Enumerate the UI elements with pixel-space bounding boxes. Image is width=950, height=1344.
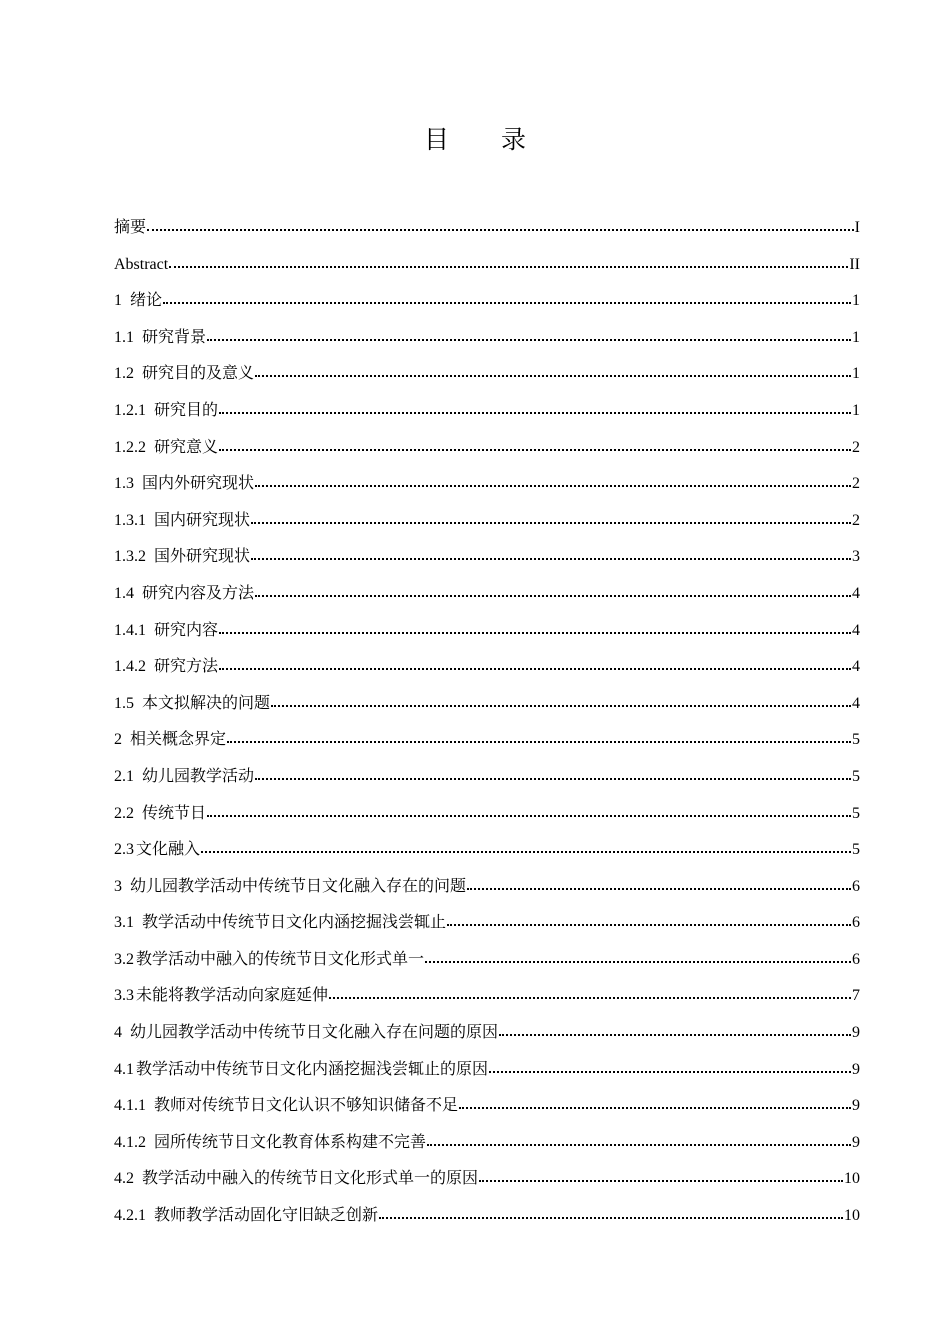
toc-entry-text bbox=[114, 430, 218, 467]
toc-entry-text bbox=[114, 649, 218, 686]
toc-entry-text bbox=[114, 320, 206, 357]
toc-entry-label: 研究意义 bbox=[154, 438, 219, 456]
toc-entry[interactable] bbox=[114, 759, 860, 796]
dot-leader bbox=[489, 1060, 851, 1074]
toc-entry[interactable] bbox=[114, 942, 860, 979]
toc-entry-label: 研究内容 bbox=[154, 621, 219, 639]
toc-entry-page-number: 9 bbox=[852, 1133, 860, 1151]
dot-leader bbox=[163, 291, 851, 305]
toc-entry-number: 4.2 bbox=[114, 1170, 134, 1188]
toc-entry[interactable] bbox=[114, 1198, 860, 1235]
toc-entry-number: 4 bbox=[114, 1024, 122, 1042]
toc-entry-number: 1.2.1 bbox=[114, 401, 146, 419]
toc-entry-label: 教师教学活动固化守旧缺乏创新 bbox=[154, 1207, 379, 1225]
toc-entry-number: 4.2.1 bbox=[114, 1207, 146, 1225]
toc-entry-number: 1.1 bbox=[114, 328, 134, 346]
toc-entry-text bbox=[114, 393, 218, 430]
toc-entry-page-number: 9 bbox=[852, 1097, 860, 1115]
toc-entry[interactable] bbox=[114, 466, 860, 503]
toc-title: 目 录 bbox=[424, 125, 548, 154]
toc-entry[interactable] bbox=[114, 503, 860, 540]
dot-leader bbox=[219, 401, 851, 415]
dot-leader bbox=[255, 584, 851, 598]
dot-leader bbox=[427, 1133, 851, 1147]
toc-entry-number: 1.2 bbox=[114, 365, 134, 383]
toc-entry-page-number: II bbox=[849, 255, 860, 273]
toc-entry-text bbox=[114, 503, 250, 540]
toc-entry-label: 绪论 bbox=[130, 292, 163, 310]
toc-entry-text bbox=[114, 247, 168, 284]
toc-entry-number: 3.3 bbox=[114, 987, 134, 1005]
toc-entry[interactable] bbox=[114, 796, 860, 833]
toc-entry-label: 教学活动中融入的传统节日文化形式单一 bbox=[136, 950, 425, 968]
toc-entry-number: 4.1 bbox=[114, 1060, 134, 1078]
toc-entry-label: 研究目的及意义 bbox=[142, 365, 255, 383]
toc-entry-label: 文化融入 bbox=[136, 841, 201, 859]
dot-leader bbox=[201, 840, 851, 854]
toc-entry[interactable] bbox=[114, 869, 860, 906]
toc-entry[interactable] bbox=[114, 356, 860, 393]
toc-entry-text bbox=[114, 613, 218, 650]
toc-entry-page-number: 10 bbox=[844, 1170, 860, 1188]
toc-entry-label: Abstract bbox=[114, 255, 169, 273]
toc-entry-page-number: 1 bbox=[852, 292, 860, 310]
toc-entry-page-number: 5 bbox=[852, 841, 860, 859]
toc-entry[interactable] bbox=[114, 832, 860, 869]
toc-entry[interactable] bbox=[114, 1052, 860, 1089]
toc-entry-label: 教师对传统节日文化认识不够知识储备不足 bbox=[154, 1097, 459, 1115]
toc-entry-number: 1.3.2 bbox=[114, 548, 146, 566]
toc-entry-text bbox=[114, 210, 146, 247]
toc-entry-text bbox=[114, 1161, 478, 1198]
dot-leader bbox=[219, 621, 851, 635]
toc-entry[interactable] bbox=[114, 1015, 860, 1052]
toc-entry-number: 3.2 bbox=[114, 950, 134, 968]
toc-entry-text bbox=[114, 942, 424, 979]
toc-entry-page-number: 6 bbox=[852, 950, 860, 968]
toc-entry-number: 4.1.1 bbox=[114, 1097, 146, 1115]
dot-leader bbox=[219, 657, 851, 671]
toc-entry-page-number: 9 bbox=[852, 1060, 860, 1078]
toc-entry-text bbox=[114, 539, 250, 576]
toc-entry-label: 传统节日 bbox=[142, 804, 207, 822]
toc-entry-number: 1.5 bbox=[114, 694, 134, 712]
toc-entry-label: 国外研究现状 bbox=[154, 548, 251, 566]
toc-entry-page-number: 4 bbox=[852, 584, 860, 602]
toc-entry-number: 2 bbox=[114, 731, 122, 749]
toc-entry-number: 3 bbox=[114, 877, 122, 895]
toc-entry[interactable] bbox=[114, 905, 860, 942]
toc-entry-label: 国内外研究现状 bbox=[142, 475, 255, 493]
toc-entry-number: 2.3 bbox=[114, 841, 134, 859]
dot-leader bbox=[147, 218, 854, 232]
dot-leader bbox=[425, 950, 851, 964]
toc-entry[interactable] bbox=[114, 576, 860, 613]
toc-entry-label: 幼儿园教学活动 bbox=[142, 767, 255, 785]
toc-entry-page-number: 5 bbox=[852, 731, 860, 749]
toc-entry-text bbox=[114, 978, 328, 1015]
toc-entry-page-number: 6 bbox=[852, 877, 860, 895]
toc-entry-text bbox=[114, 759, 254, 796]
toc-entry[interactable] bbox=[114, 539, 860, 576]
toc-entry-number: 4.1.2 bbox=[114, 1133, 146, 1151]
toc-entry-label: 教学活动中传统节日文化内涵挖掘浅尝辄止 bbox=[142, 914, 447, 932]
toc-entry-page-number: 1 bbox=[852, 365, 860, 383]
toc-entry-page-number: I bbox=[854, 219, 860, 236]
toc-entry-page-number: 6 bbox=[852, 914, 860, 932]
dot-leader bbox=[379, 1206, 843, 1220]
toc-entry[interactable] bbox=[114, 1161, 860, 1198]
toc-entry[interactable] bbox=[114, 393, 860, 430]
toc-entry[interactable] bbox=[114, 283, 860, 320]
toc-entry-text bbox=[114, 832, 200, 869]
toc-entry-label: 摘要 bbox=[114, 219, 147, 236]
toc-entry-page-number: 1 bbox=[852, 328, 860, 346]
toc-entry[interactable] bbox=[114, 1125, 860, 1162]
toc-entry-number: 1.4.1 bbox=[114, 621, 146, 639]
toc-entry-number: 1.4.2 bbox=[114, 658, 146, 676]
toc-entry-number: 2.1 bbox=[114, 767, 134, 785]
dot-leader bbox=[207, 804, 851, 818]
toc-entry-label: 相关概念界定 bbox=[130, 731, 227, 749]
toc-entry-page-number: 2 bbox=[852, 475, 860, 493]
toc-entry[interactable] bbox=[114, 430, 860, 467]
toc-entry-page-number: 10 bbox=[844, 1207, 860, 1225]
toc-entry[interactable] bbox=[114, 686, 860, 723]
toc-entry[interactable] bbox=[114, 247, 860, 284]
toc-entry[interactable] bbox=[114, 320, 860, 357]
toc-entry-text bbox=[114, 356, 254, 393]
toc-entry-label: 未能将教学活动向家庭延伸 bbox=[136, 987, 329, 1005]
toc-entry-number: 1.3.1 bbox=[114, 511, 146, 529]
toc-entry[interactable] bbox=[114, 210, 860, 247]
toc-entry-text bbox=[114, 1015, 498, 1052]
dot-leader bbox=[459, 1096, 851, 1110]
toc-entry-label: 教学活动中融入的传统节日文化形式单一的原因 bbox=[142, 1170, 479, 1188]
toc-entry-label: 研究内容及方法 bbox=[142, 584, 255, 602]
toc-entry-page-number: 9 bbox=[852, 1024, 860, 1042]
toc-entry-number: 2.2 bbox=[114, 804, 134, 822]
toc-entry-page-number: 3 bbox=[852, 548, 860, 566]
toc-list bbox=[114, 210, 860, 1235]
toc-entry-page-number: 7 bbox=[852, 987, 860, 1005]
toc-entry[interactable] bbox=[114, 978, 860, 1015]
toc-entry-text bbox=[114, 1052, 488, 1089]
dot-leader bbox=[207, 328, 851, 342]
toc-entry[interactable] bbox=[114, 613, 860, 650]
dot-leader bbox=[479, 1169, 843, 1183]
toc-entry[interactable] bbox=[114, 722, 860, 759]
toc-entry-number: 3.1 bbox=[114, 914, 134, 932]
toc-entry-page-number: 4 bbox=[852, 621, 860, 639]
toc-entry-text bbox=[114, 796, 206, 833]
dot-leader bbox=[467, 877, 851, 891]
toc-entry-text bbox=[114, 1125, 426, 1162]
dot-leader bbox=[255, 767, 851, 781]
dot-leader bbox=[271, 694, 851, 708]
toc-entry[interactable] bbox=[114, 1088, 860, 1125]
toc-entry-text bbox=[114, 869, 466, 906]
toc-entry-number: 1.2.2 bbox=[114, 438, 146, 456]
toc-entry-text bbox=[114, 686, 270, 723]
toc-entry-label: 园所传统节日文化教育体系构建不完善 bbox=[154, 1133, 427, 1151]
toc-entry-page-number: 5 bbox=[852, 804, 860, 822]
toc-entry-text bbox=[114, 466, 254, 503]
toc-entry-text bbox=[114, 1088, 458, 1125]
toc-entry-label: 幼儿园教学活动中传统节日文化融入存在的问题 bbox=[130, 877, 467, 895]
toc-entry-text bbox=[114, 1198, 378, 1235]
toc-entry-text bbox=[114, 905, 446, 942]
toc-entry-text bbox=[114, 283, 162, 320]
toc-entry-page-number: 2 bbox=[852, 511, 860, 529]
toc-entry-label: 国内研究现状 bbox=[154, 511, 251, 529]
toc-entry[interactable] bbox=[114, 649, 860, 686]
toc-entry-number: 1.4 bbox=[114, 584, 134, 602]
dot-leader bbox=[447, 913, 851, 927]
toc-entry-text bbox=[114, 722, 226, 759]
dot-leader bbox=[499, 1023, 851, 1037]
toc-entry-number: 1.3 bbox=[114, 475, 134, 493]
toc-entry-number: 1 bbox=[114, 292, 122, 310]
dot-leader bbox=[227, 730, 851, 744]
toc-entry-label: 本文拟解决的问题 bbox=[142, 694, 271, 712]
toc-entry-page-number: 5 bbox=[852, 767, 860, 785]
dot-leader bbox=[255, 474, 851, 488]
toc-entry-text bbox=[114, 576, 254, 613]
dot-leader bbox=[255, 364, 851, 378]
toc-entry-page-number: 2 bbox=[852, 438, 860, 456]
dot-leader bbox=[251, 547, 851, 561]
dot-leader bbox=[251, 511, 851, 525]
toc-entry-label: 研究背景 bbox=[142, 328, 207, 346]
dot-leader bbox=[219, 438, 851, 452]
toc-entry-page-number: 1 bbox=[852, 401, 860, 419]
toc-entry-page-number: 4 bbox=[852, 658, 860, 676]
dot-leader bbox=[169, 255, 848, 269]
toc-entry-label: 研究方法 bbox=[154, 658, 219, 676]
dot-leader bbox=[329, 986, 851, 1000]
toc-entry-page-number: 4 bbox=[852, 694, 860, 712]
toc-entry-label: 教学活动中传统节日文化内涵挖掘浅尝辄止的原因 bbox=[136, 1060, 489, 1078]
toc-entry-label: 幼儿园教学活动中传统节日文化融入存在问题的原因 bbox=[130, 1024, 499, 1042]
toc-entry-label: 研究目的 bbox=[154, 401, 219, 419]
